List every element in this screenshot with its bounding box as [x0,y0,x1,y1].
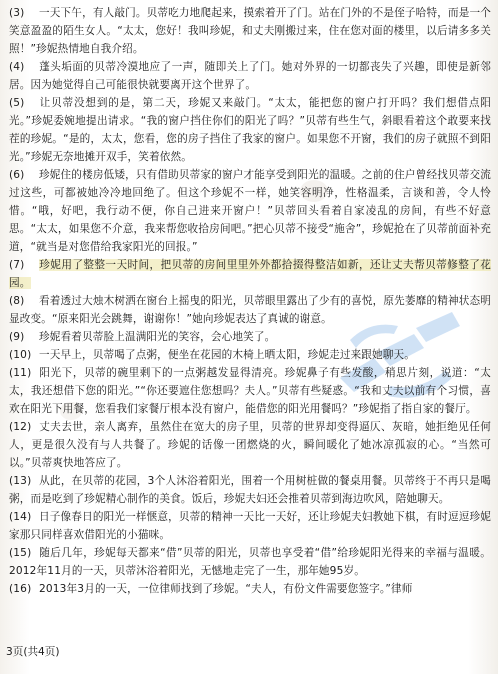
paragraph-text-highlighted: 珍妮用了整整一天时间，把贝蒂的房间里里外外都拾掇得整洁如新，还让丈夫帮贝蒂修整了花园。 [9,259,491,289]
paragraph [9,508,491,544]
paragraph-text: 一天下午，有人敲门。贝蒂吃力地爬起来，摸索着开了门。站在门外的不是侄子哈特，而是一个笑意盈盈的陌生女人。“太太，您好！我叫珍妮，和丈夫刚搬过来，住在您对面的楼里，以后请多多关照！”珍妮热情地自我介绍。 [9,7,491,55]
paragraph-number: (7) [9,259,25,271]
paragraph-text: 阳光下，贝蒂的碗里剩下的一点粥越发显得清亮。珍妮鼻子有些发酸，稍思片刻，说道：“太太，我还想借下您的阳光。”“你还要遮住您想吗？夫人。”贝蒂有些疑惑。“我和丈夫以前有个习惯，喜欢在阳光下用餐，您看我们家餐厅根本没有窗户，能借您的阳光用餐吗？”珍妮指了指自家的餐厅。 [9,367,491,415]
paragraph-number: (8) [9,295,25,307]
paragraph-text: 一天早上，贝蒂喝了点粥，便坐在花园的木椅上晒太阳，珍妮走过来跟她聊天。 [39,349,416,361]
paragraph [9,364,491,418]
paragraph-number: (15) [9,547,32,559]
paragraph [9,166,491,256]
paragraph-number: (10) [9,349,32,361]
paragraph [9,616,491,634]
article-body [9,4,491,634]
paragraph-text: 蓬头垢面的贝蒂冷漠地应了一声，随即关上了门。她对外界的一切都丧失了兴趣，即使是新邻居。因为她觉得自己可能很快就要离开这个世界了。 [9,61,491,91]
paragraph-text: 2013年3月的一天，一位律师找到了珍妮。“夫人，有份文件需要您签字。”律师 [39,583,413,595]
page-footer: 3页(共4页) [6,646,60,658]
paragraph [9,346,491,364]
paragraph-number: (4) [9,61,25,73]
paragraph [9,94,491,166]
paragraph-text: 随后几年，珍妮每天都来“借”贝蒂的阳光，贝蒂也享受着“借”给珍妮阳光得来的幸福与温暖。2012年11月的一天，贝蒂沐浴着阳光，无憾地走完了一生，那年她95岁。 [9,547,491,577]
paragraph-text: 看着透过大烛木树洒在窗台上摇曳的阳光，贝蒂眼里露出了少有的喜悦，原先萎靡的精神状态明显改变。“原来阳光会跳舞，谢谢你！”她向珍妮表达了真诚的谢意。 [9,295,491,325]
paragraph-number: (11) [9,367,32,379]
paragraph [9,256,491,292]
paragraph [9,598,491,616]
paragraph-number: (3) [9,7,25,19]
paragraph-number: (5) [9,97,25,109]
paragraph-text: 让贝蒂没想到的是，第二天，珍妮又来敲门。“太太，能把您的窗户打开吗？我们想借点阳光。”珍妮委婉地提出请求。“我的窗户挡住你们的阳光了吗？”贝蒂有些生气，斜眼看着这个敢要来找茬的珍妮。“是的，太太，您看，您的房子挡住了我家的窗户。如果您不开窗，我们的房子就照不到阳光。”珍妮无奈地摊开双手，笑着依然。 [9,97,491,163]
paragraph-text: 丈夫去世，亲人离弃，虽然住在宽大的房子里，贝蒂的世界却变得逼仄、灰暗，她拒绝见任何人，更是很久没有与人共餐了。珍妮的话像一团燃烧的火，瞬间暖化了她冰凉孤寂的心。“当然可以。”贝蒂爽快地答应了。 [9,421,491,469]
paragraph-text: 从此，在贝蒂的花园，3个人沐浴着阳光，围着一个用树桩做的餐桌用餐。贝蒂终于不再只是喝粥，而是吃到了珍妮精心制作的美食。饭后，珍妮夫妇还会推着贝蒂到海边吹风，陪她聊天。 [9,475,491,505]
paragraph-text: 珍妮住的楼房低矮，只有借助贝蒂家的窗户才能享受到阳光的温暖。之前的住户曾经找贝蒂交流过这些，可都被她冷冷地回绝了。但这个珍妮不一样，她笑容明净，性格温柔，言谈和善，令人怜惜。“哦，好吧，我行动不便，你自己进来开窗户！”贝蒂回头看着自家凌乱的房间，有些不好意思。“太太，如果您不介意，我来帮您收拾房间吧。”把心贝蒂不接受“施舍”，珍妮抢在了贝蒂前面补充道，“就当是对您借给我家阳光的回报。” [9,169,491,253]
paragraph-number: (9) [9,331,25,343]
paragraph-number: (14) [9,511,32,523]
paragraph [9,58,491,94]
paragraph [9,472,491,508]
paragraph [9,544,491,580]
paragraph-text: 珍妮看着贝蒂脸上温满阳光的笑容，会心地笑了。 [39,331,276,343]
paragraph-number: (6) [9,169,25,181]
paragraph [9,580,491,598]
paragraph [9,418,491,472]
paragraph-number: (13) [9,475,32,487]
paragraph [9,4,491,58]
paragraph-number: (12) [9,421,32,433]
paragraph-number: (16) [9,583,32,595]
paragraph-text: 日子像春日的阳光一样惬意，贝蒂的精神一天比一天好，还让珍妮夫妇教她下棋，有时逗逗珍妮家那只同样喜欢借阳光的小猫咪。 [9,511,491,541]
paragraph [9,328,491,346]
paragraph [9,292,491,328]
